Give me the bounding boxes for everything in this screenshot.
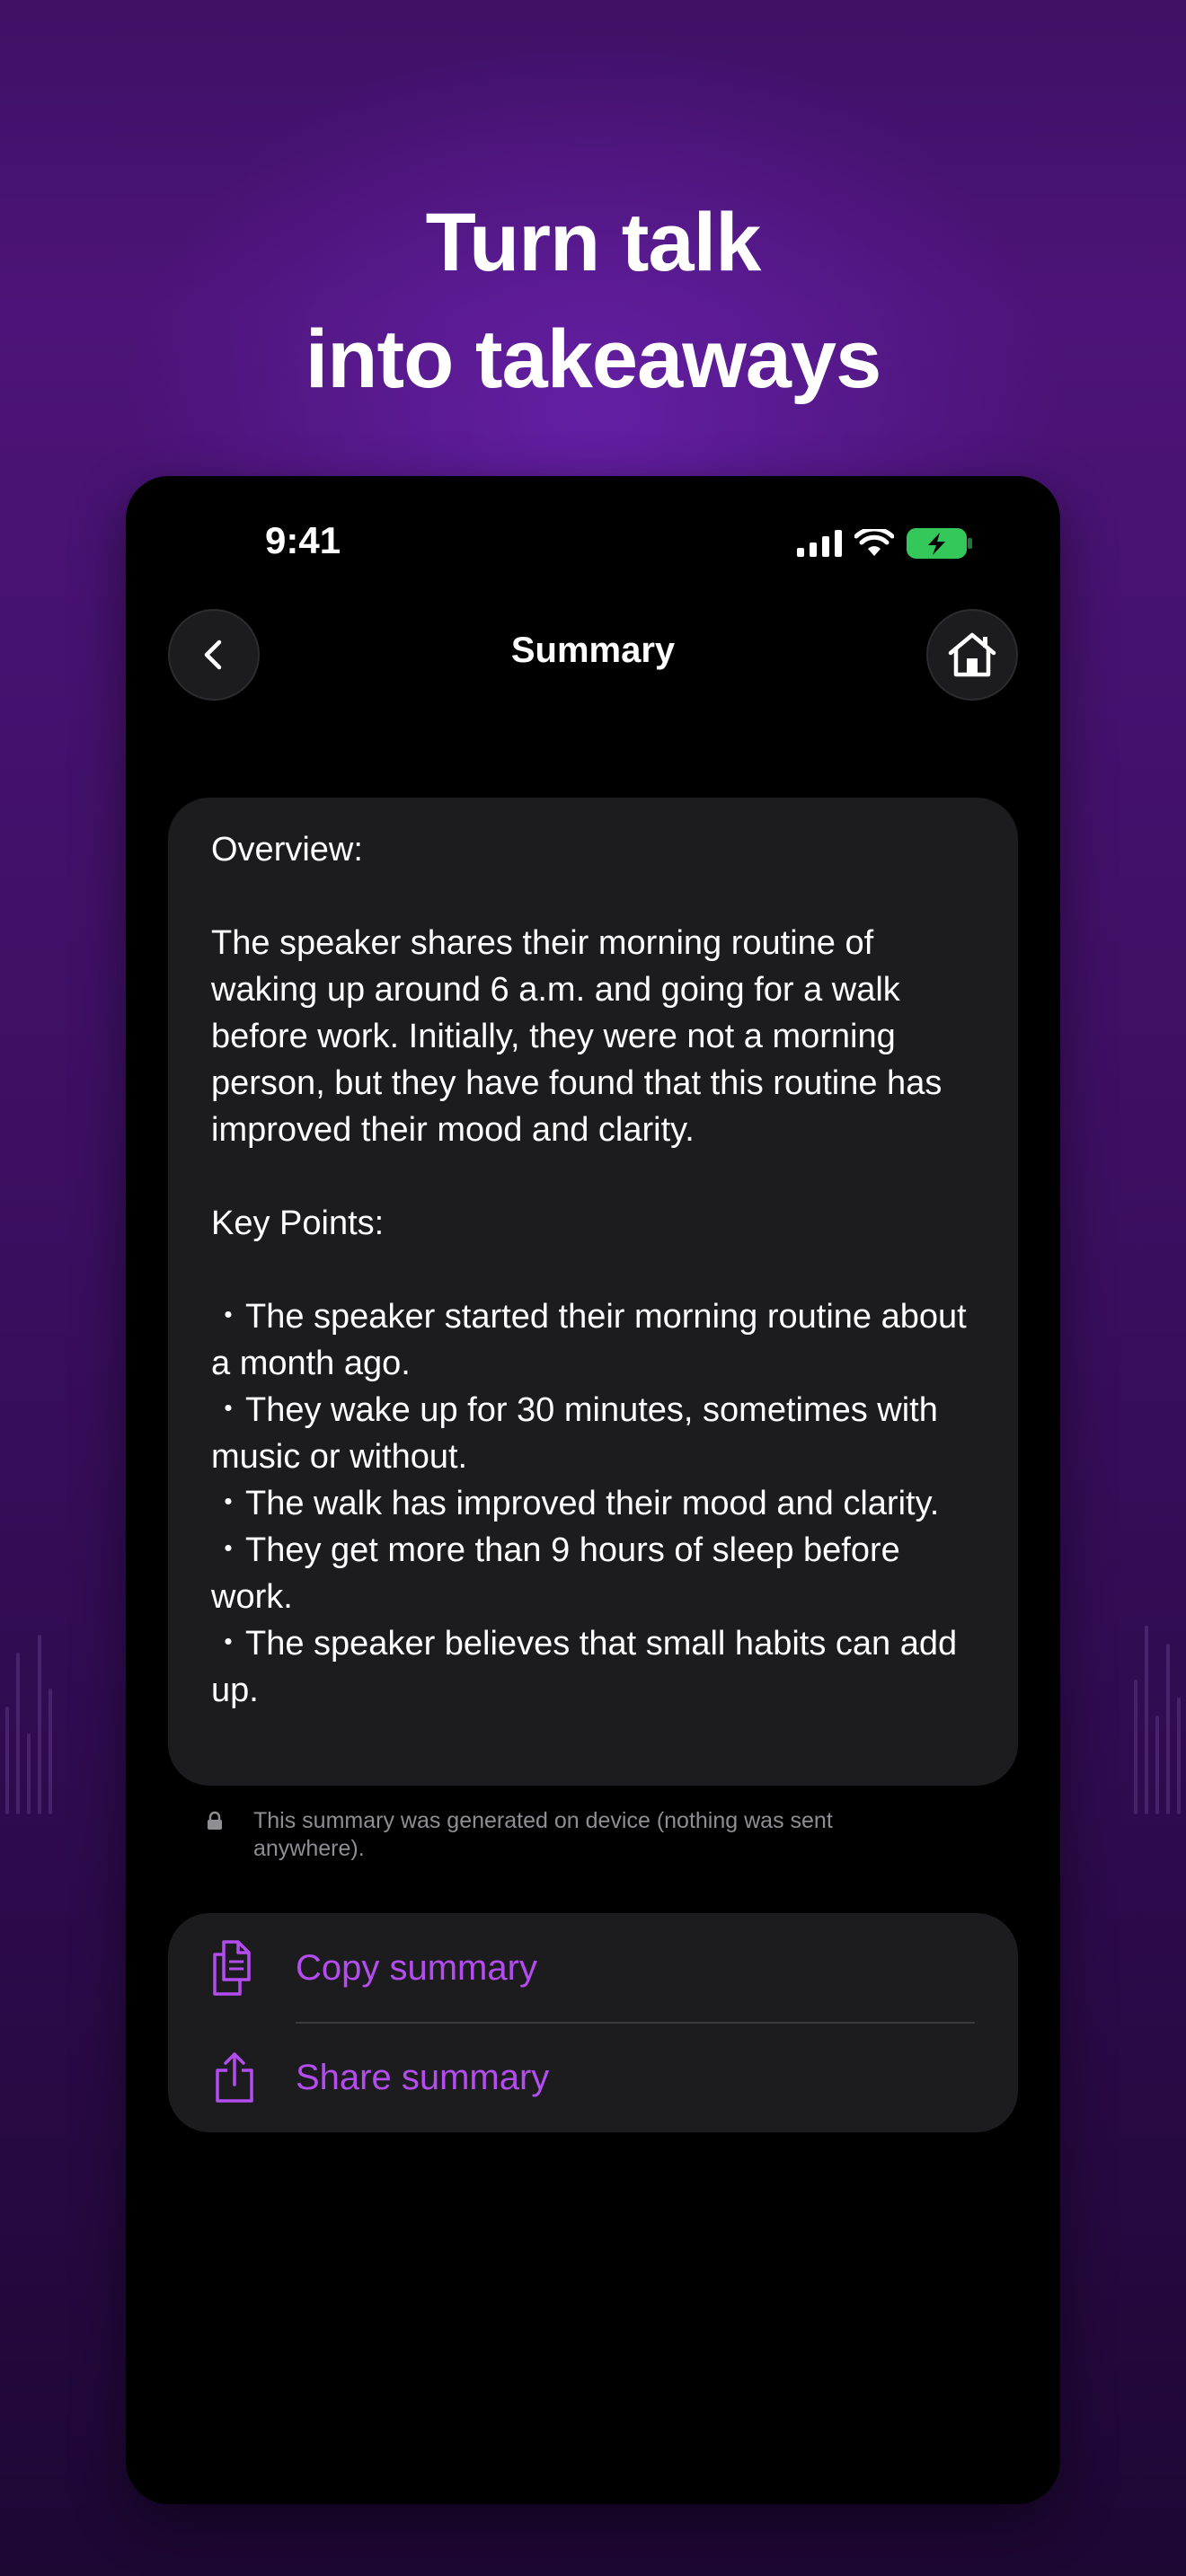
share-summary-label: Share summary bbox=[296, 2057, 550, 2097]
status-icons bbox=[797, 528, 975, 559]
summary-card bbox=[168, 798, 1018, 1786]
key-points-heading: Key Points: bbox=[211, 1204, 385, 1242]
key-point-item: ・They wake up for 30 minutes, sometimes with music or without. bbox=[211, 1391, 938, 1476]
wifi-icon bbox=[854, 529, 894, 558]
headline-line-2: into takeaways bbox=[305, 313, 881, 405]
headline bbox=[0, 184, 1186, 418]
waveform-decoration-right bbox=[1132, 1608, 1186, 1814]
key-point-item: ・The walk has improved their mood and clarity. bbox=[211, 1485, 940, 1522]
privacy-note bbox=[207, 1807, 943, 1863]
copy-summary-button[interactable] bbox=[168, 1913, 1018, 2023]
status-time: 9:41 bbox=[265, 519, 341, 561]
lock-icon bbox=[207, 1811, 223, 1831]
overview-text: The speaker shares their morning routine of waking up around 6 a.m. and going for a walk before work. Initially, they were not a morning person, but they have found that this routine has improved their mood and clarity. bbox=[211, 924, 943, 1149]
key-point-item: ・They get more than 9 hours of sleep before work. bbox=[211, 1531, 900, 1616]
copy-icon bbox=[208, 1936, 261, 1999]
waveform-decoration-left bbox=[0, 1608, 54, 1814]
share-icon bbox=[208, 2046, 261, 2109]
key-point-item: ・The speaker started their morning routine about a month ago. bbox=[211, 1298, 967, 1382]
key-point-item: ・The speaker believes that small habits can add up. bbox=[211, 1625, 958, 1709]
signal-icon bbox=[797, 530, 842, 557]
battery-charging-icon bbox=[907, 528, 975, 559]
house-icon bbox=[945, 630, 999, 680]
page-title: Summary bbox=[510, 631, 676, 670]
copy-summary-label: Copy summary bbox=[296, 1947, 537, 1988]
actions-card bbox=[168, 1913, 1018, 2132]
share-summary-button[interactable] bbox=[168, 2023, 1018, 2132]
privacy-note-text: This summary was generated on device (nothing was sent anywhere). bbox=[253, 1808, 833, 1861]
overview-heading: Overview: bbox=[211, 831, 363, 869]
headline-line-1: Turn talk bbox=[425, 197, 761, 288]
home-button[interactable] bbox=[926, 609, 1018, 701]
phone-screen bbox=[126, 476, 1060, 2504]
